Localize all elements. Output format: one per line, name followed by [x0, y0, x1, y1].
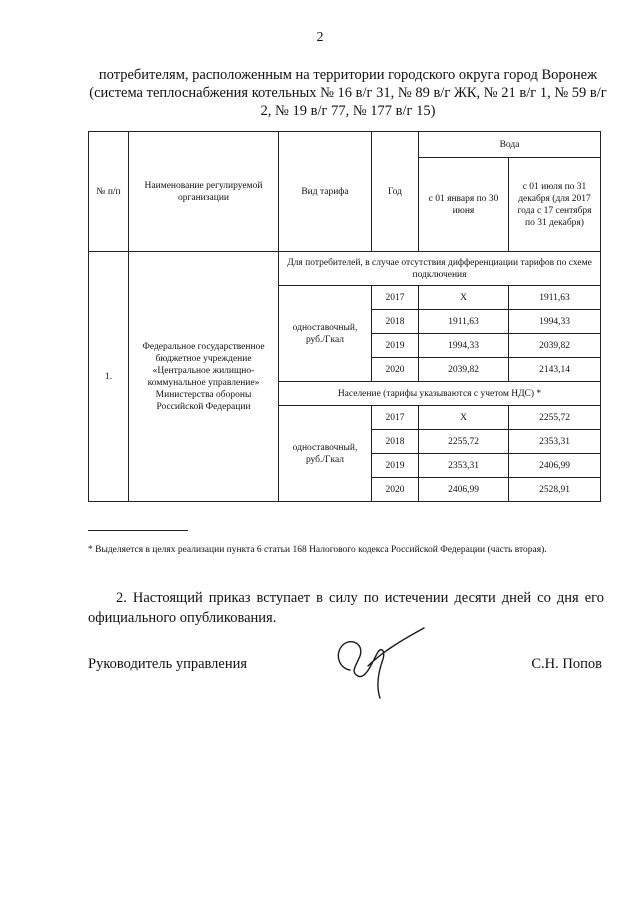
header-num: № п/п [89, 132, 129, 252]
handwritten-signature [320, 622, 430, 702]
header-tariff-type: Вид тарифа [279, 132, 372, 252]
footnote: * Выделяется в целях реализации пункта 6 статьи 168 Налогового кодекса Российской Федерации (часть вторая). [88, 545, 547, 555]
footnote-divider [88, 530, 188, 531]
paragraph-2: 2. Настоящий приказ вступает в силу по истечении десяти дней со дня его официального опубликования. [88, 590, 604, 626]
value-h2: 2406,99 [509, 454, 601, 478]
tariff-table [88, 131, 601, 502]
value-h1: 2353,31 [419, 454, 509, 478]
value-h1: 1994,33 [419, 334, 509, 358]
year-cell: 2018 [372, 310, 419, 334]
year-cell: 2019 [372, 454, 419, 478]
section-title: Население (тарифы указываются с учетом НДС) * [279, 382, 601, 406]
value-h1: Х [419, 286, 509, 310]
organization-name: Федеральное государственное бюджетное учреждение «Центральное жилищно-коммунальное управление» Министерства обороны Российской Федерации [129, 252, 279, 502]
value-h1: 2039,82 [419, 358, 509, 382]
value-h1: 2255,72 [419, 430, 509, 454]
header-period-1: с 01 января по 30 июня [419, 158, 509, 252]
tariff-type: одноставочный, руб./Гкал [279, 286, 372, 382]
page-number: 2 [316, 30, 324, 45]
signer-name: С.Н. Попов [531, 656, 602, 672]
header-water: Вода [419, 132, 601, 158]
header-year: Год [372, 132, 419, 252]
signer-role: Руководитель управления [88, 656, 248, 672]
value-h2: 2353,31 [509, 430, 601, 454]
value-h1: 2406,99 [419, 478, 509, 502]
intro-text: потребителям, расположенным на территории городского округа город Воронеж (система теплоснабжения котельных № 16 в/г 31, № 89 в/г ЖК, № 21 в/г 1, № 59 в/г 2, № 19 в/г 77, № 177 в/г 15) [89, 67, 607, 119]
header-organization: Наименование регулируемой организации [129, 132, 279, 252]
value-h2: 2255,72 [509, 406, 601, 430]
year-cell: 2018 [372, 430, 419, 454]
year-cell: 2020 [372, 358, 419, 382]
value-h2: 2039,82 [509, 334, 601, 358]
year-cell: 2017 [372, 286, 419, 310]
value-h2: 1911,63 [509, 286, 601, 310]
section-title: Для потребителей, в случае отсутствия дифференциации тарифов по схеме подключения [279, 252, 601, 286]
year-cell: 2019 [372, 334, 419, 358]
tariff-type: одноставочный, руб./Гкал [279, 406, 372, 502]
value-h1: Х [419, 406, 509, 430]
header-period-2: с 01 июля по 31 декабря (для 2017 года с 17 сентября по 31 декабря) [509, 158, 601, 252]
value-h2: 2143,14 [509, 358, 601, 382]
value-h2: 1994,33 [509, 310, 601, 334]
row-number: 1. [89, 252, 129, 502]
value-h2: 2528,91 [509, 478, 601, 502]
year-cell: 2020 [372, 478, 419, 502]
year-cell: 2017 [372, 406, 419, 430]
value-h1: 1911,63 [419, 310, 509, 334]
